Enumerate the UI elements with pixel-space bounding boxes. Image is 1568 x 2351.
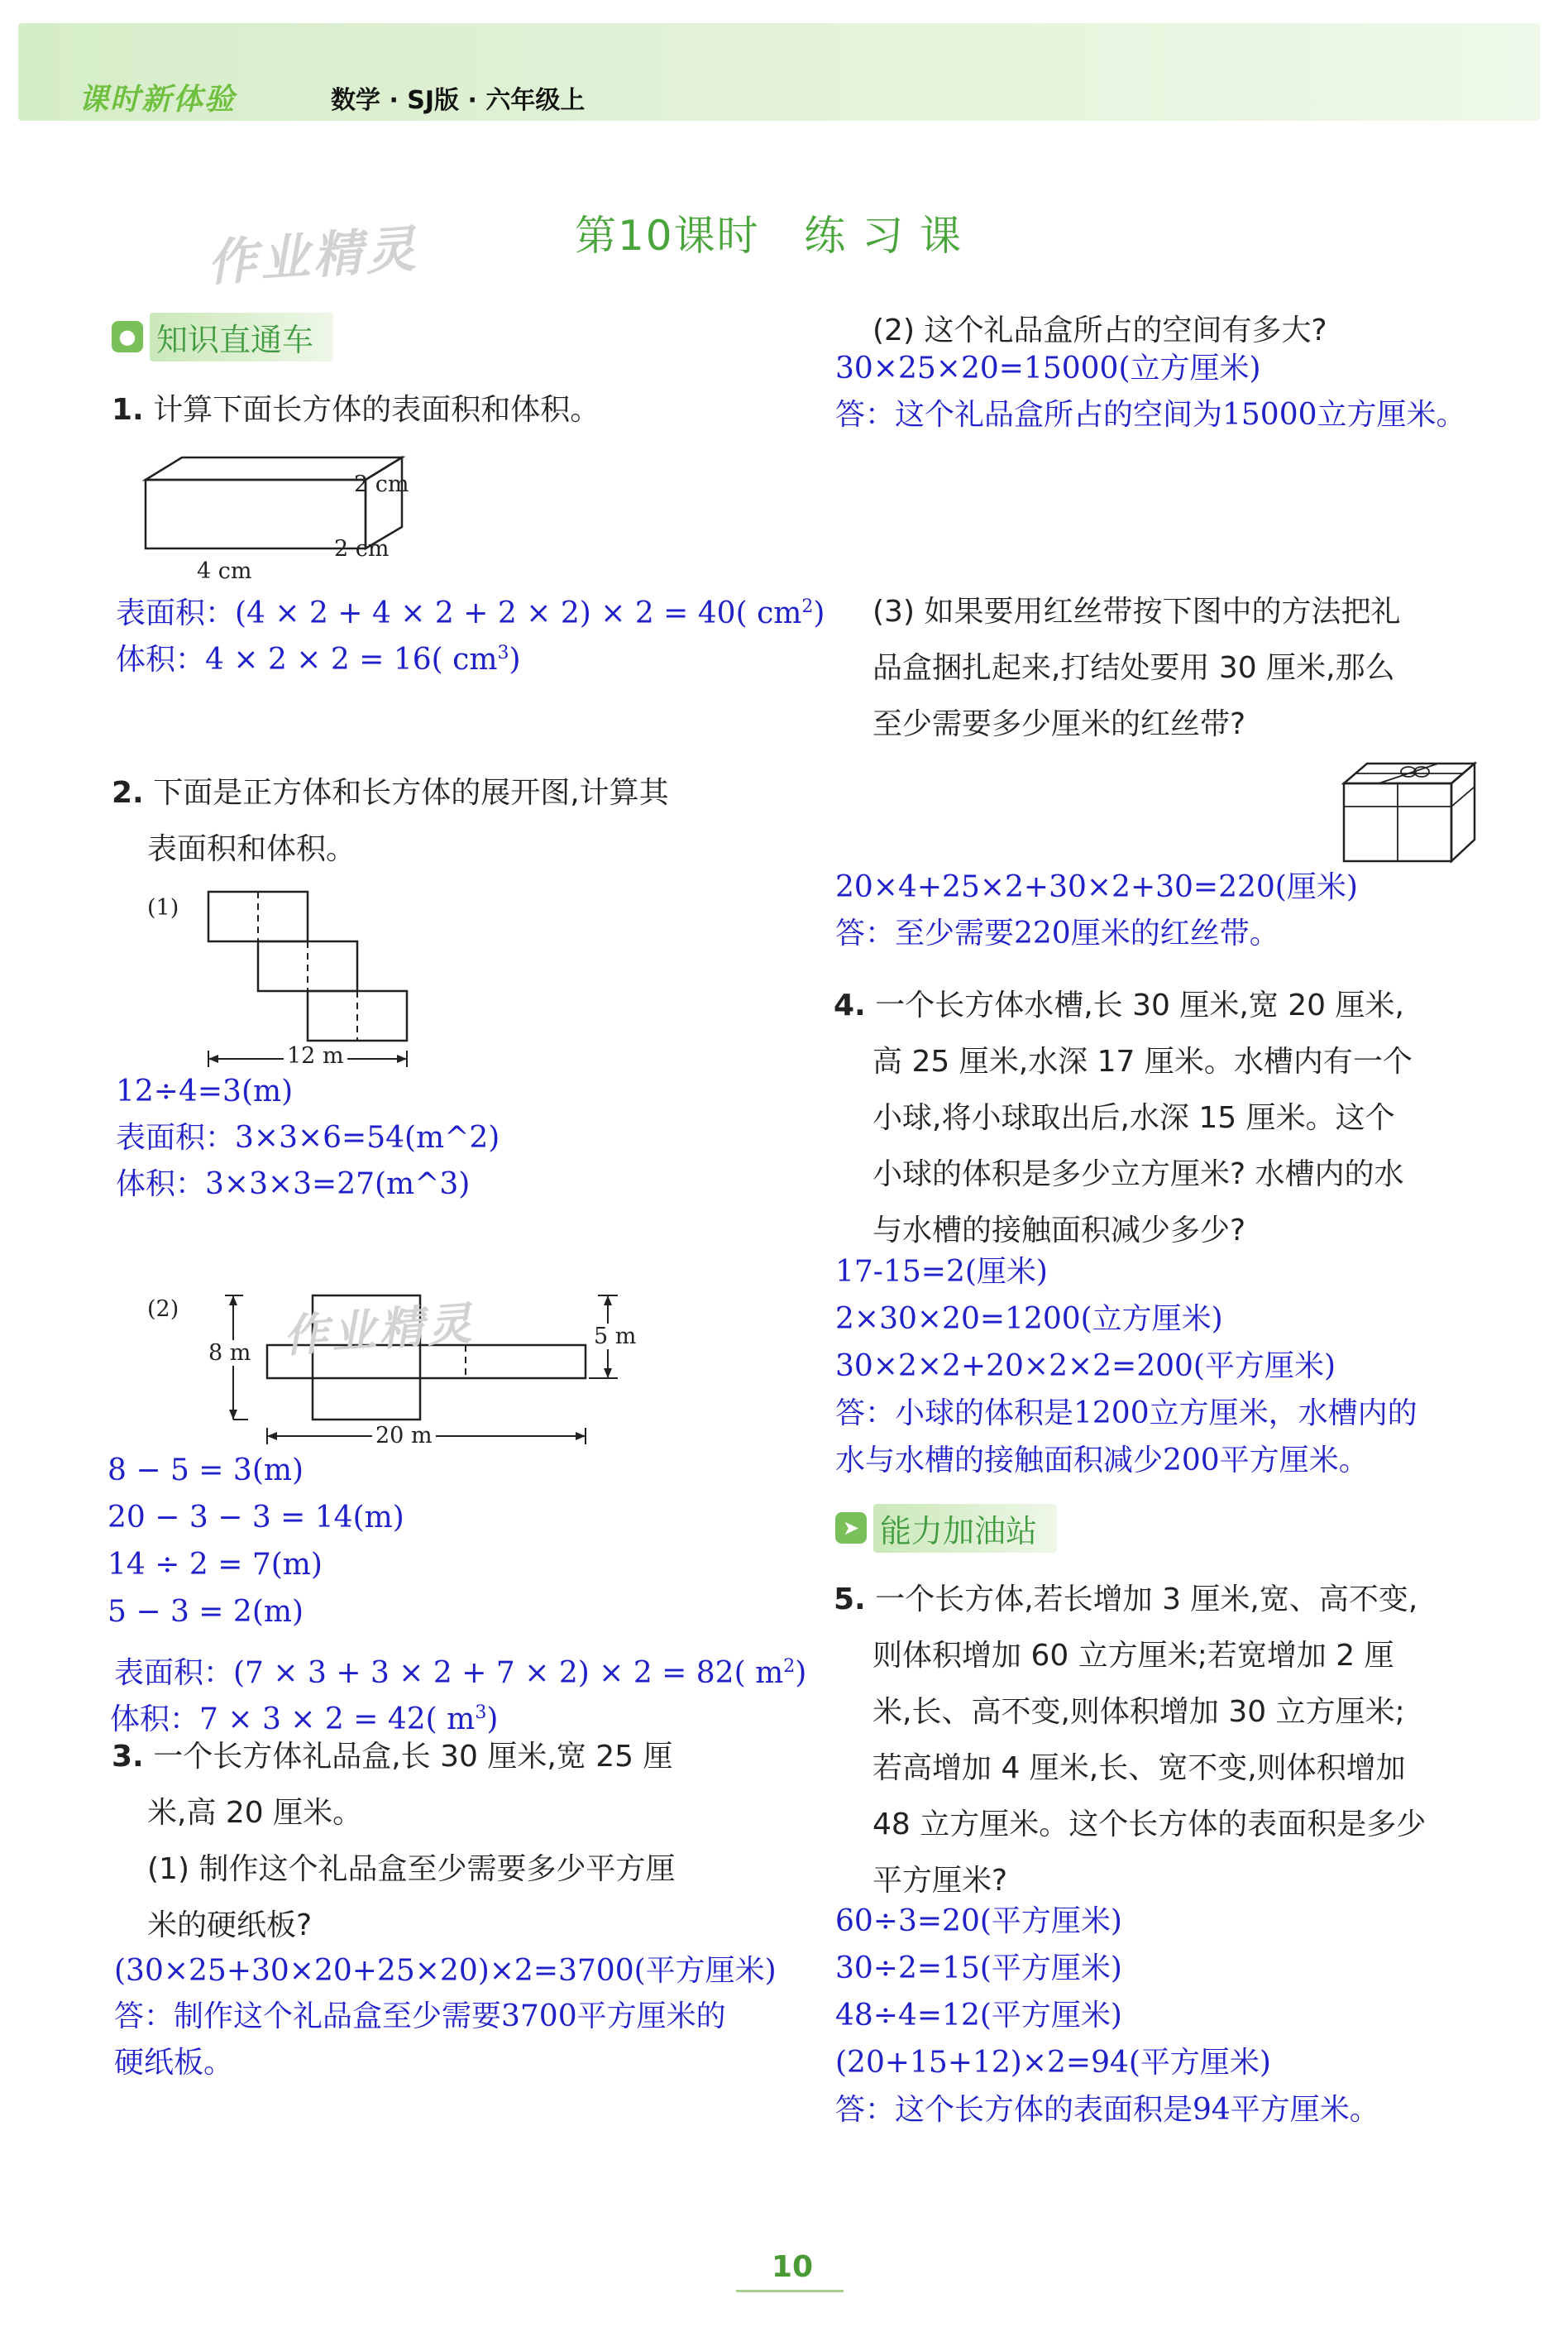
section-knowledge-label: 知识直通车 (150, 313, 333, 362)
q2-part1-answer-2: 表面积：3×3×6=54(m^2) (116, 1121, 500, 1155)
q2-part1-dim: 12 m (284, 1043, 347, 1069)
q2-part2-answer-volume: 体积：7 × 3 × 2 = 42( $m^3$) (110, 1702, 499, 1736)
q3-sub1-answer-1: (30×25+30×20+25×20)×2=3700(平方厘米) (114, 1954, 777, 1988)
q4-number: 4. (834, 989, 866, 1022)
q1-height-label: 2 cm (354, 472, 409, 497)
q2-question-line1: 下面是正方体和长方体的展开图,计算其 (153, 776, 669, 810)
q2-part2-label: (2) (147, 1296, 179, 1322)
section-ability (835, 1506, 1057, 1550)
q2-part2-dim-left: 8 m (208, 1340, 251, 1366)
q2-number: 2. (112, 776, 144, 810)
q1-answer-volume: 体积：4 × 2 × 2 = 16( $cm^3$) (116, 643, 521, 677)
q4-line3: 小球,将小球取出后,水深 15 厘米。这个 (872, 1101, 1395, 1135)
q4-answer-1: 17-15=2(厘米) (835, 1255, 1048, 1289)
q3-question-line1: 一个长方体礼品盒,长 30 厘米,宽 25 厘 (153, 1740, 673, 1774)
q3-sub1-line2: 米的硬纸板? (147, 1908, 313, 1942)
q3-sub3-line3: 至少需要多少厘米的红丝带? (872, 707, 1246, 741)
q1-question: 计算下面长方体的表面积和体积。 (153, 393, 600, 427)
q4-answer-3: 30×2×2+20×2×2=200(平方厘米) (835, 1349, 1336, 1383)
q5-line1: 5. 一个长方体,若长增加 3 厘米,宽、高不变, (834, 1582, 1418, 1616)
page-number: 10 (771, 2250, 814, 2284)
q1-text (112, 382, 600, 438)
q5-line6: 平方厘米? (872, 1864, 1008, 1898)
q3-sub2-question: (2) 这个礼品盒所占的空间有多大? (872, 314, 1327, 347)
q5-answer-2: 30÷2=15(平方厘米) (835, 1951, 1122, 1985)
q1-width-label: 2 cm (334, 536, 390, 562)
q1-answer-surface: 表面积：(4 × 2 + 4 × 2 + 2 × 2) × 2 = 40( $cm^2$) (116, 596, 825, 630)
book-info: 数学 · SJ版 · 六年级上 (331, 86, 586, 115)
watermark: 作业精灵 (205, 220, 421, 293)
q2-part2-answer-surface: 表面积：(7 × 3 + 3 × 2 + 7 × 2) × 2 = 82( $m^2$) (114, 1656, 807, 1690)
q4-line1: 4. 一个长方体水槽,长 30 厘米,宽 20 厘米, (834, 989, 1404, 1022)
q2-part1-answer-1: 12÷4=3(m) (116, 1075, 294, 1108)
q5-line3: 米,长、高不变,则体积增加 30 立方厘米; (872, 1695, 1405, 1729)
q5-line4: 若高增加 4 厘米,长、宽不变,则体积增加 (872, 1751, 1406, 1785)
q4-answer-5: 水与水槽的接触面积减少200平方厘米。 (835, 1444, 1369, 1477)
bird-icon: ➤ (835, 1512, 867, 1544)
q3-sub2-answer-2: 答：这个礼品盒所占的空间为15000立方厘米。 (835, 398, 1466, 432)
q2-part1-label: (1) (147, 895, 179, 921)
q2-part1-answer-3: 体积：3×3×3=27(m^3) (116, 1167, 471, 1201)
q5-answer-4: (20+15+12)×2=94(平方厘米) (835, 2046, 1271, 2080)
q5-answer-1: 60÷3=20(平方厘米) (835, 1904, 1122, 1938)
brand-logo: 课时新体验 (79, 83, 237, 117)
q2-question-line2: 表面积和体积。 (147, 832, 356, 866)
q2-part2-answer-1: 8 − 5 = 3(m) (108, 1453, 304, 1487)
q5-answer-5: 答：这个长方体的表面积是94平方厘米。 (835, 2093, 1379, 2127)
q3-sub3-line1: (3) 如果要用红丝带按下图中的方法把礼 (872, 595, 1401, 629)
q3-sub2-answer-1: 30×25×20=15000(立方厘米) (835, 352, 1261, 385)
q2-part2-answer-3: 14 ÷ 2 = 7(m) (108, 1548, 323, 1582)
section-knowledge (112, 314, 333, 359)
q2-part2-answer-4: 5 − 3 = 2(m) (108, 1595, 304, 1629)
q3-number: 3. (112, 1740, 144, 1774)
q2-part2-dim-right: 5 m (594, 1324, 637, 1349)
q2-text (112, 765, 669, 821)
header-band (18, 23, 1540, 121)
q3-question-line2: 米,高 20 厘米。 (147, 1796, 363, 1830)
q3-gift-box-figure (1336, 757, 1484, 869)
lesson-title: 第10课时 练 习 课 (575, 212, 963, 260)
page-number-underline (736, 2290, 844, 2292)
q3-text (112, 1729, 672, 1785)
watermark-2: 作业精灵 (281, 1296, 477, 1363)
section-ability-label: 能力加油站 (873, 1504, 1057, 1553)
q4-answer-4: 答：小球的体积是1200立方厘米，水槽内的 (835, 1396, 1417, 1430)
q1-length-label: 4 cm (197, 558, 252, 584)
q5-line5: 48 立方厘米。这个长方体的表面积是多少 (872, 1808, 1427, 1841)
q2-part2-dim-bottom: 20 m (372, 1423, 436, 1448)
q3-sub1-answer-3: 硬纸板。 (114, 2046, 234, 2080)
q4-answer-2: 2×30×20=1200(立方厘米) (835, 1302, 1223, 1336)
q5-number: 5. (834, 1582, 866, 1616)
q3-sub1-line1: (1) 制作这个礼品盒至少需要多少平方厘 (147, 1852, 676, 1886)
q4-line2: 高 25 厘米,水深 17 厘米。水槽内有一个 (872, 1045, 1413, 1079)
q4-line4: 小球的体积是多少立方厘米? 水槽内的水 (872, 1157, 1404, 1191)
q4-line5: 与水槽的接触面积减少多少? (872, 1214, 1246, 1247)
q1-number: 1. (112, 393, 144, 427)
car-icon: ● (112, 321, 143, 352)
q2-part2-answer-2: 20 − 3 − 3 = 14(m) (108, 1501, 404, 1535)
q5-answer-3: 48÷4=12(平方厘米) (835, 1999, 1122, 2033)
q3-sub1-answer-2: 答：制作这个礼品盒至少需要3700平方厘米的 (114, 1999, 726, 2033)
q3-sub3-line2: 品盒捆扎起来,打结处要用 30 厘米,那么 (872, 651, 1395, 685)
q3-sub3-answer-1: 20×4+25×2+30×2+30=220(厘米) (835, 870, 1358, 904)
q5-line2: 则体积增加 60 立方厘米;若宽增加 2 厘 (872, 1639, 1394, 1673)
q3-sub3-answer-2: 答：至少需要220厘米的红丝带。 (835, 917, 1279, 950)
